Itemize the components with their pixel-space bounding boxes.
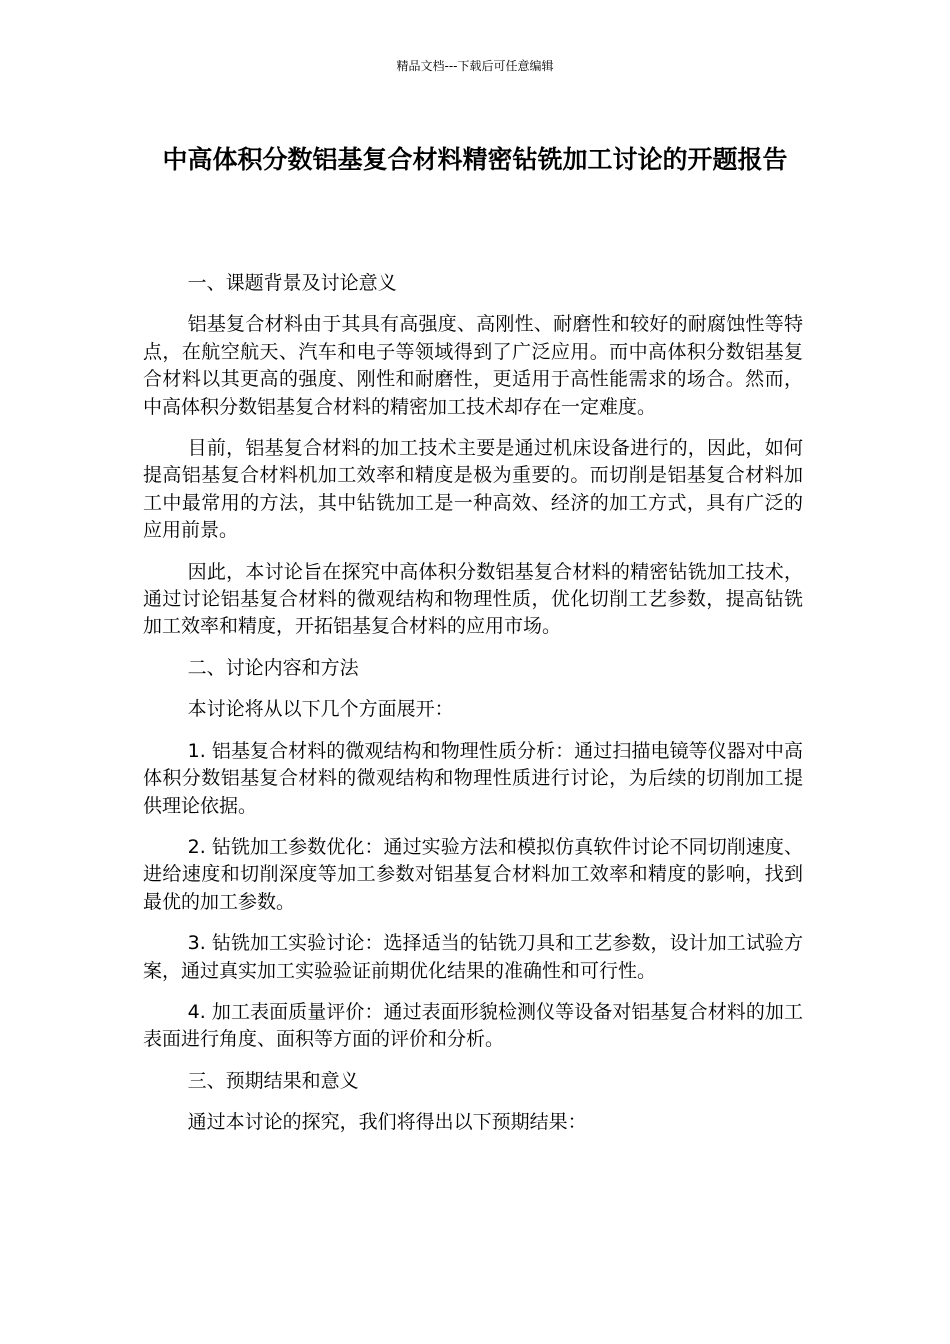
list-item-1: 1. 铝基复合材料的微观结构和物理性质分析：通过扫描电镜等仪器对中高体积分数铝基复合材料的微观结构和物理性质进行讨论，为后续的切削加工提供理论依据。	[143, 739, 803, 817]
section-heading-background: 一、课题背景及讨论意义	[187, 272, 397, 294]
paragraph-background-2: 目前，铝基复合材料的加工技术主要是通过机床设备进行的，因此，如何提高铝基复合材料机加工效率和精度是极为重要的。而切削是铝基复合材料加工中最常用的方法，其中钻铣加工是一种高效、经济的加工方式，具有广泛的应用前景。	[143, 437, 803, 542]
page-header-note: 精品文档---下载后可任意编辑	[396, 59, 554, 73]
section-heading-expected-results: 三、预期结果和意义	[187, 1069, 359, 1092]
paragraph-expected-intro: 通过本讨论的探究，我们将得出以下预期结果：	[187, 1111, 587, 1134]
list-item-3: 3. 钻铣加工实验讨论：选择适当的钻铣刀具和工艺参数，设计加工试验方案，通过真实加工实验验证前期优化结果的准确性和可行性。	[143, 932, 803, 982]
paragraph-background-3: 因此，本讨论旨在探究中高体积分数铝基复合材料的精密钻铣加工技术，通过讨论铝基复合材料的微观结构和物理性质，优化切削工艺参数，提高钻铣加工效率和精度，开拓铝基复合材料的应用市场。	[143, 560, 803, 638]
paragraph-content-intro: 本讨论将从以下几个方面展开：	[187, 698, 454, 721]
paragraph-background-1: 铝基复合材料由于其具有高强度、高刚性、耐磨性和较好的耐腐蚀性等特点，在航空航天、汽车和电子等领域得到了广泛应用。而中高体积分数铝基复合材料以其更高的强度、刚性和耐磨性，更适用于高性能需求的场合。然而，中高体积分数铝基复合材料的精密加工技术却存在一定难度。	[143, 313, 803, 418]
document-title: 中高体积分数铝基复合材料精密钻铣加工讨论的开题报告	[162, 145, 788, 174]
section-heading-content-methods: 二、讨论内容和方法	[187, 656, 359, 679]
list-item-2: 2. 钻铣加工参数优化：通过实验方法和模拟仿真软件讨论不同切削速度、进给速度和切削深度等加工参数对铝基复合材料加工效率和精度的影响，找到最优的加工参数。	[143, 835, 803, 913]
list-item-4: 4. 加工表面质量评价：通过表面形貌检测仪等设备对铝基复合材料的加工表面进行角度、面积等方面的评价和分析。	[143, 1000, 803, 1051]
document-body	[143, 270, 803, 1151]
